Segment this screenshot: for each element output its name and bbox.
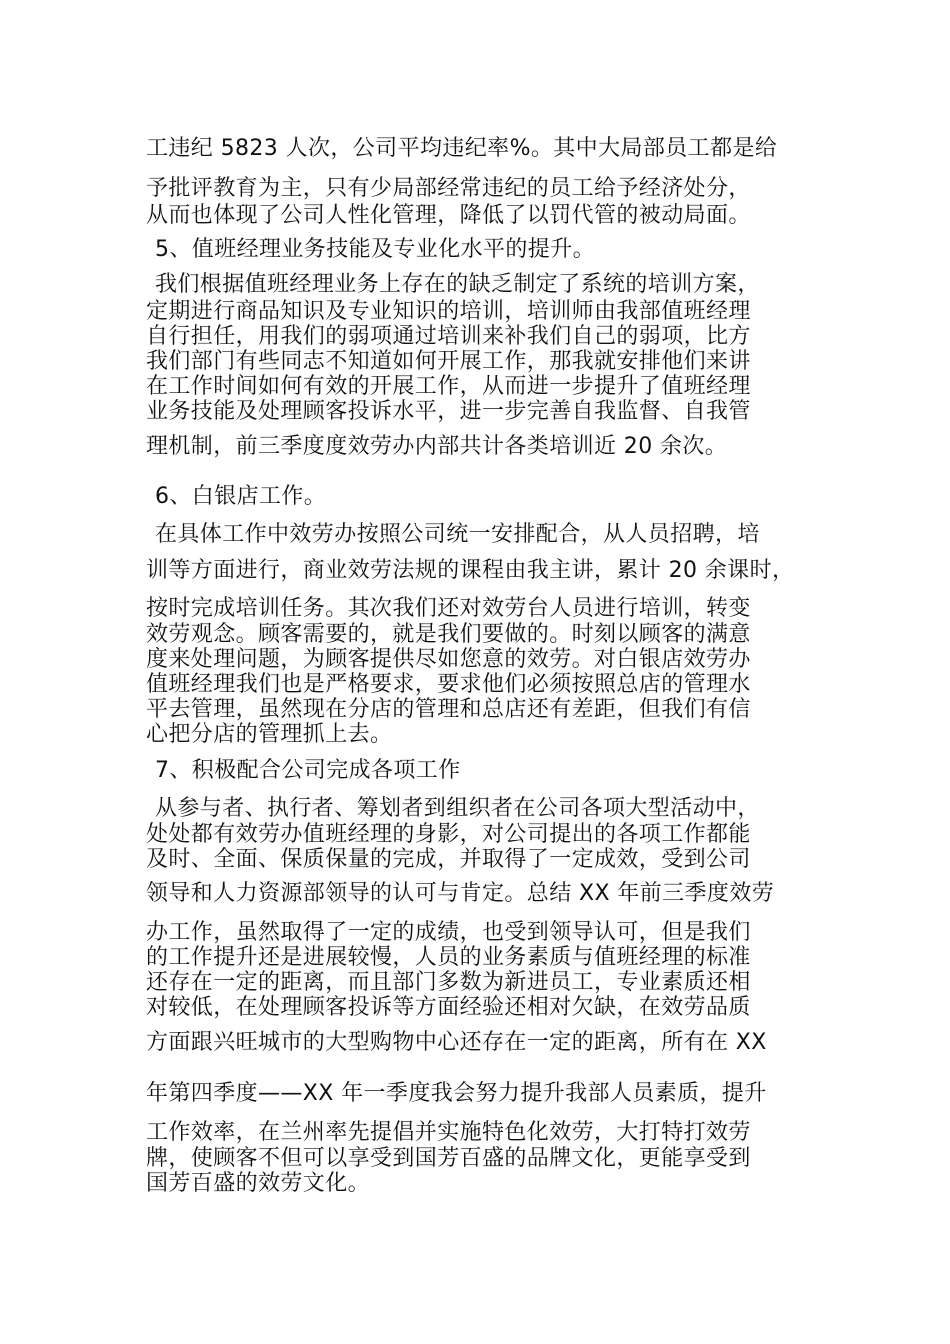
text-line: 牌，使顾客不但可以享受到国芳百盛的品牌文化，更能享受到 [146,1146,751,1171]
text-line: 处处都有效劳办值班经理的身影，对公司提出的各项工作都能 [146,822,751,847]
text-line: 值班经理我们也是严格要求，要求他们必须按照总店的管理水 [146,672,751,697]
section-heading: 5、值班经理业务技能及专业化水平的提升。 [155,237,595,262]
text-line: 业务技能及处理顾客投诉水平，进一步完善自我监督、自我管 [146,399,751,424]
text-line: 自行担任，用我们的弱项通过培训来补我们自己的弱项，比方 [146,324,751,349]
text-line: 理机制，前三季度度效劳办内部共计各类培训近 20 余次。 [146,434,728,459]
text-line: 及时、全面、保质保量的完成，并取得了一定成效，受到公司 [146,847,751,872]
text-line: 按时完成培训任务。其次我们还对效劳台人员进行培训，转变 [146,596,751,621]
text-line: 年第四季度——XX 年一季度我会努力提升我部人员素质，提升 [146,1081,767,1106]
text-line: 心把分店的管理抓上去。 [146,722,393,747]
text-line: 定期进行商品知识及专业知识的培训，培训师由我部值班经理 [146,299,751,324]
text-line: 在具体工作中效劳办按照公司统一安排配合，从人员招聘，培 [155,522,760,547]
text-line: 办工作，虽然取得了一定的成绩，也受到领导认可，但是我们 [146,920,751,945]
text-line: 的工作提升还是进展较慢，人员的业务素质与值班经理的标准 [146,945,751,970]
text-line: 工违纪 5823 人次，公司平均违纪率%。其中大局部员工都是给 [146,136,778,161]
text-line: 方面跟兴旺城市的大型购物中心还存在一定的距离，所有在 XX [146,1030,767,1055]
text-line: 平去管理，虽然现在分店的管理和总店还有差距，但我们有信 [146,697,751,722]
text-line: 还存在一定的距离，而且部门多数为新进员工，专业素质还相 [146,970,751,995]
section-heading: 6、白银店工作。 [155,484,327,509]
text-line: 予批评教育为主，只有少局部经常违纪的员工给予经济处分， [146,176,751,201]
text-line: 效劳观念。顾客需要的，就是我们要做的。时刻以顾客的满意 [146,622,751,647]
text-line: 训等方面进行，商业效劳法规的课程由我主讲，累计 20 余课时， [146,558,795,583]
section-heading: 7、积极配合公司完成各项工作 [155,758,461,783]
text-line: 国芳百盛的效劳文化。 [146,1171,371,1196]
text-line: 我们根据值班经理业务上存在的缺乏制定了系统的培训方案， [155,272,760,297]
text-line: 在工作时间如何有效的开展工作，从而进一步提升了值班经理 [146,374,751,399]
text-line: 度来处理问题，为顾客提供尽如您意的效劳。对白银店效劳办 [146,647,751,672]
text-line: 从而也体现了公司人性化管理，降低了以罚代管的被动局面。 [146,203,751,228]
text-line: 工作效率，在兰州率先提倡并实施特色化效劳，大打特打效劳 [146,1120,751,1145]
text-line: 从参与者、执行者、筹划者到组织者在公司各项大型活动中， [155,796,760,821]
text-line: 领导和人力资源部领导的认可与肯定。总结 XX 年前三季度效劳 [146,881,775,906]
text-line: 我们部门有些同志不知道如何开展工作，那我就安排他们来讲 [146,349,751,374]
text-line: 对较低，在处理顾客投诉等方面经验还相对欠缺，在效劳品质 [146,995,751,1020]
